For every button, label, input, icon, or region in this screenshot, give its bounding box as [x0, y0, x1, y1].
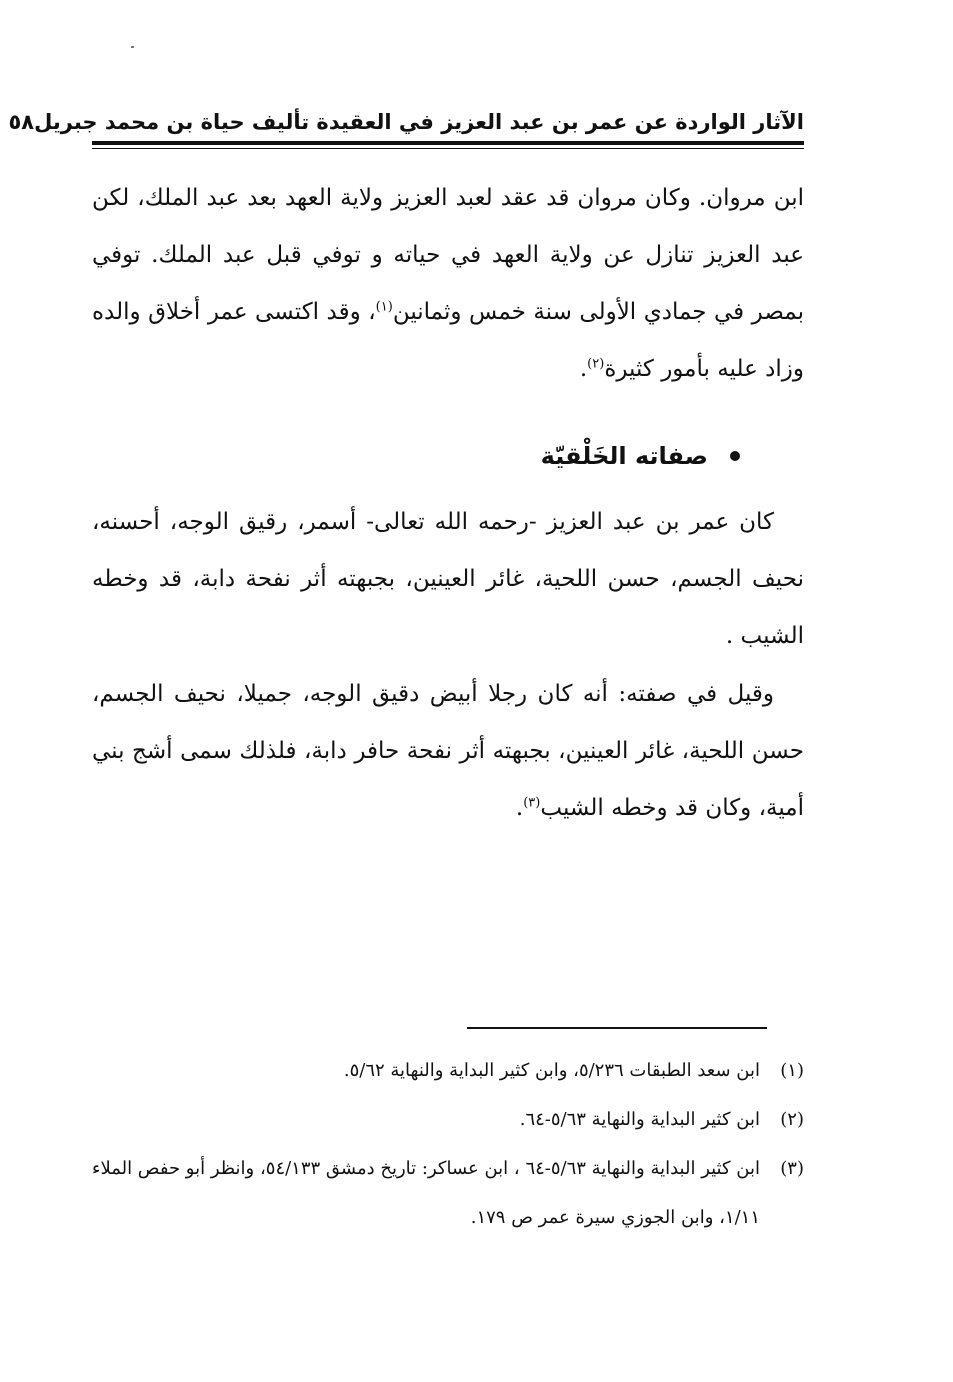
paragraph-2-text: كان عمر بن عبد العزيز -رحمه الله تعالى- أسمر، رقيق الوجه، أحسنه، نحيف الجسم، حسن اللحية، غائر العينين، بجبهته أثر نفحة دابة، قد وخطه الشيب . [92, 509, 804, 649]
footnote-number: (٣) [780, 1158, 804, 1179]
paragraph-3-end: . [515, 795, 524, 821]
footnotes [92, 1046, 804, 1242]
footnote-separator [467, 1027, 767, 1029]
section-heading-text: صفاته الخَلْقيّة [540, 442, 708, 470]
header-title: الآثار الواردة عن عمر بن عبد العزيز في العقيدة تأليف حياة بن محمد جبريل [34, 110, 804, 134]
footnote-text: ابن سعد الطبقات ٥/٢٣٦، وابن كثير البداية والنهاية ٥/٦٢. [343, 1060, 760, 1081]
footnote-ref-3: (٣) [523, 795, 541, 811]
running-header [8, 105, 804, 139]
footnote-text: ابن كثير البداية والنهاية ٥/٦٣-٦٤ ، ابن عساكر: تاريخ دمشق ٥٤/١٣٣، وانظر أبو حفص الملاء ١/١١، وابن الجوزي سيرة عمر ص ١٧٩. [91, 1158, 760, 1228]
footnote-ref-2: (٢) [587, 356, 605, 372]
scan-speck [131, 46, 134, 48]
paragraph-3 [92, 666, 804, 837]
footnote-number: (١) [780, 1060, 804, 1081]
footnote-text: ابن كثير البداية والنهاية ٥/٦٣-٦٤. [519, 1109, 760, 1130]
footnote-ref-1: (١) [375, 299, 393, 315]
section-heading [420, 432, 740, 480]
paragraph-1-end: . [579, 356, 588, 382]
footnote-item [92, 1046, 804, 1095]
header-rule-thin [92, 148, 804, 149]
paragraph-3-text: وقيل في صفته: أنه كان رجلا أبيض دقيق الوجه، جميلا، نحيف الجسم، حسن اللحية، غائر العينين، بجبهته أثر نفحة حافر دابة، فلذلك سمى أشج بني أمية، وكان قد وخطه الشيب [92, 681, 804, 821]
paragraph-1-text: ابن مروان. وكان مروان قد عقد لعبد العزيز ولاية العهد بعد عبد الملك، لكن عبد العزيز تنازل عن ولاية العهد في حياته و توفي قبل عبد الملك. توفي بمصر في جمادي الأولى سنة خمس وثمانين [92, 185, 805, 325]
paragraph-2 [92, 494, 804, 665]
footnote-item [92, 1095, 804, 1144]
paragraph-1-continuation: ، وقد اكتسى عمر أخلاق والده وزاد عليه بأمور كثيرة [92, 299, 804, 382]
footnote-number: (٢) [780, 1109, 804, 1130]
page-number: ٥٨ [8, 110, 35, 134]
footnote-item [92, 1144, 804, 1242]
paragraph-1 [92, 170, 804, 398]
bullet-icon [730, 451, 740, 461]
header-rule-thick [92, 141, 804, 145]
